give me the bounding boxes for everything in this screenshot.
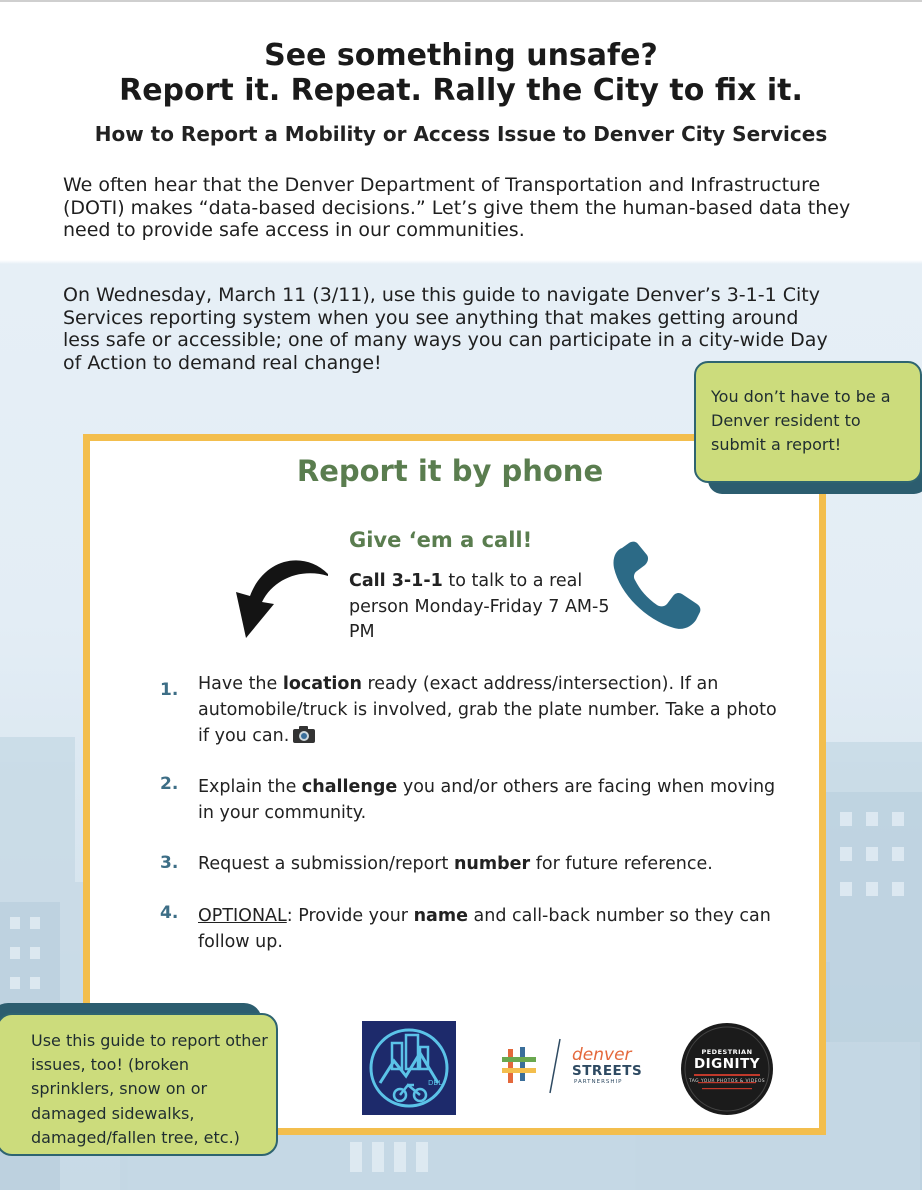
- step-text: [198, 851, 778, 877]
- other-issues-callout: Use this guide to report other issues, too! (broken sprinklers, snow on or damaged sidewalks, damaged/fallen tree, etc.): [0, 1013, 278, 1156]
- ped-logo-word: DIGNITY: [693, 1056, 761, 1072]
- denver-bicycle-lobby-logo: [362, 1021, 456, 1115]
- card-title: Report it by phone: [296, 454, 604, 488]
- step-text: [198, 903, 778, 955]
- arrow-curve-icon: [224, 554, 334, 642]
- step-text-part: ready (exact address/intersection). If an automobile/truck is involved, grab the plate number. Take a photo if you can.: [198, 674, 777, 746]
- step-text-part: : Provide your: [286, 906, 414, 926]
- page-title-line1: See something unsafe?: [264, 38, 658, 73]
- page-subtitle: How to Report a Mobility or Access Issue to Denver City Services: [94, 122, 828, 146]
- call-heading: Give ‘em a call!: [349, 528, 533, 552]
- step-text-part: you and/or others are facing when moving in your community.: [198, 777, 776, 823]
- step-keyword: location: [282, 674, 362, 694]
- dsp-logo-streets: STREETS: [572, 1063, 643, 1079]
- step-text-part: for future reference.: [530, 854, 713, 874]
- camera-icon: [293, 726, 315, 743]
- phone-icon: [608, 540, 708, 636]
- dbl-logo-text: DBL: [428, 1079, 443, 1087]
- page-title-line2: Report it. Repeat. Rally the City to fix it.: [119, 73, 803, 108]
- step-text-part: Have the: [198, 674, 283, 694]
- ped-logo-tagline: TAG YOUR PHOTOS & VIDEOS: [688, 1079, 766, 1084]
- step-number: 1.: [160, 680, 179, 700]
- step-text-part: and call-back number so they can follow up.: [198, 906, 771, 952]
- step-text-part: Explain the: [198, 777, 302, 797]
- intro-paragraph: We often hear that the Denver Department of Transportation and Infrastructure (DOTI) makes “data-based decisions.” Let’s give them the human-based data they need to provide safe access in our communities.: [63, 174, 851, 241]
- step-number: 3.: [160, 853, 179, 873]
- step-text-part: Request a submission/report: [198, 854, 454, 874]
- ped-logo-top: PEDESTRIAN: [701, 1048, 753, 1056]
- call-hours: to talk to a real person Monday-Friday 7 AM-5 PM: [349, 571, 610, 642]
- day-of-action-paragraph: On Wednesday, March 11 (3/11), use this guide to navigate Denver’s 3-1-1 City Services reporting system when you see anything that makes getting around less safe or accessible; one of many ways you can participate in a city-wide Day of Action to demand real change!: [63, 284, 828, 374]
- step-keyword: number: [453, 854, 531, 874]
- step-keyword: challenge: [301, 777, 398, 797]
- resident-callout: You don’t have to be a Denver resident to submit a report!: [694, 361, 922, 483]
- step-optional-label: OPTIONAL: [198, 906, 287, 926]
- step-number: 2.: [160, 774, 179, 794]
- dsp-logo-partnership: PARTNERSHIP: [574, 1079, 623, 1085]
- call-number: Call 3-1-1: [349, 571, 443, 591]
- step-number: 4.: [160, 903, 179, 923]
- step-text: [198, 774, 778, 826]
- dsp-logo-name: denver: [572, 1045, 632, 1065]
- step-text: [198, 671, 778, 749]
- step-keyword: name: [413, 906, 468, 926]
- call-instructions: [349, 569, 619, 646]
